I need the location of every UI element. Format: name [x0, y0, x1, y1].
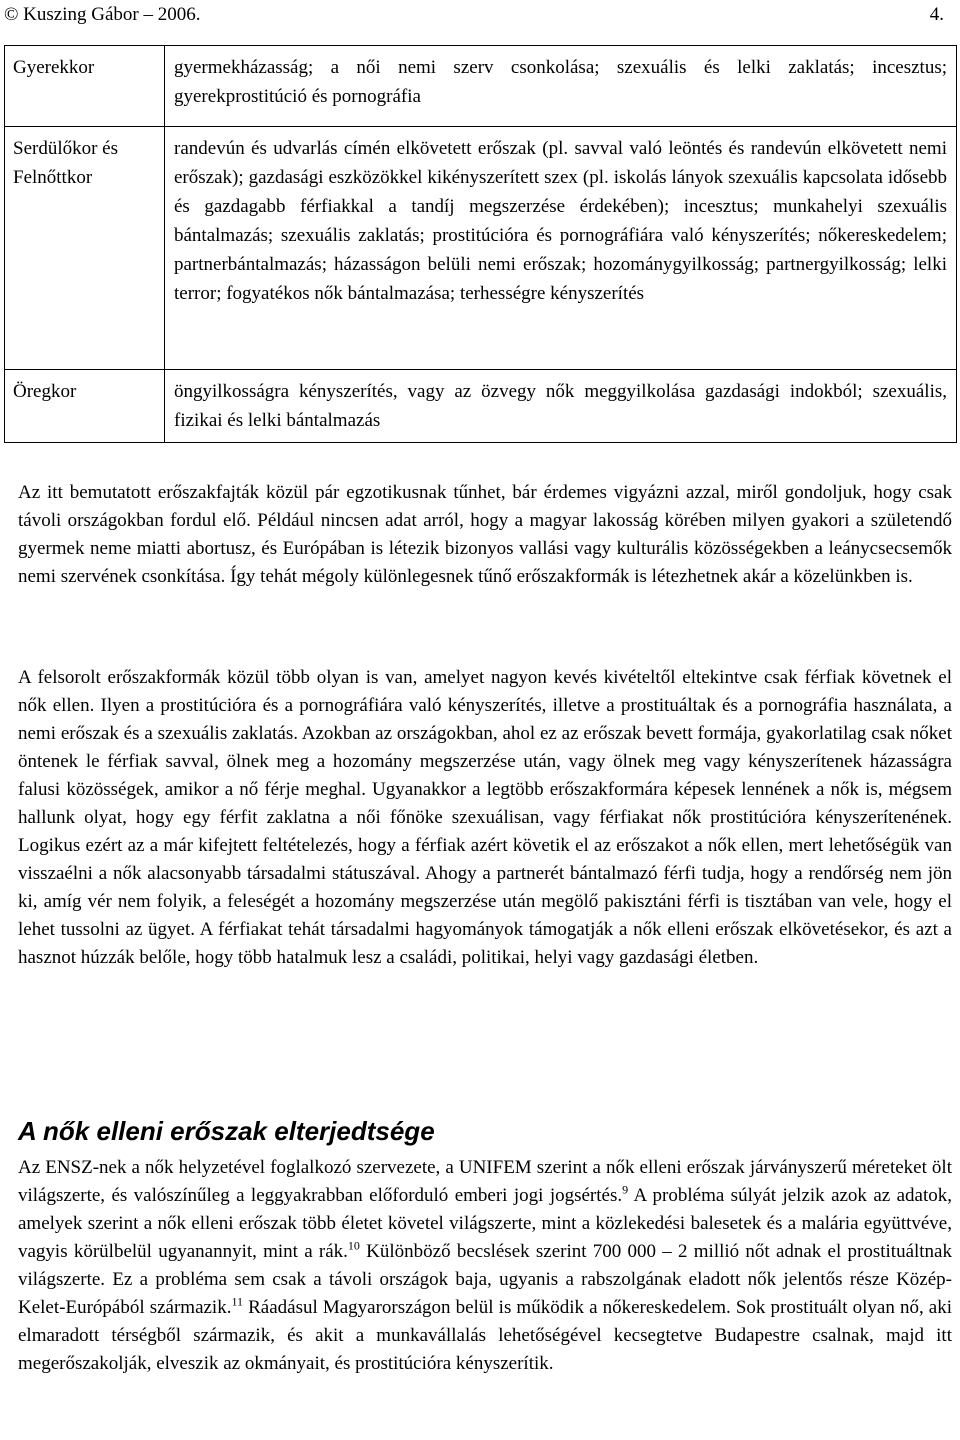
footnote-reference[interactable]: 10	[347, 1238, 360, 1253]
paragraph: Az itt bemutatott erőszakfajták közül pár egzotikusnak tűnhet, bár érdemes vigyázni azzal, miről gondoljuk, hogy csak távoli országokban fordul elő. Például nincsen adat arról, hogy a magyar lakosság körében milyen gyakori a születendő gyermek neme miatti abortusz, és Európában is létezik bizonyos vallási vagy kulturális közösségekben a leánycsecsemők nemi szervének csonkítása. Így tehát mégoly különlegesnek tűnő erőszakformák is létezhetnek akár a közelünkben is.	[18, 482, 952, 587]
table-row	[5, 370, 957, 443]
copyright-notice: © Kuszing Gábor – 2006.	[4, 4, 201, 25]
age-cell: Gyerekkor	[5, 46, 165, 127]
age-cell: Serdülőkor és Felnőttkor	[5, 127, 165, 370]
footnote-reference[interactable]: 11	[231, 1294, 244, 1309]
paragraph-text: Ráadásul Magyarországon belül is működik a nőkereskedelem. Sok prostituált olyan nő, aki elmaradott térségből származik, és akit a munkavállalás lehetőségével kecsegtetve Budapestre csalnak, majd itt megerőszakolják, elveszik az okmányait, és prostitúcióra kényszerítik.	[18, 1297, 952, 1374]
page-header	[4, 2, 944, 28]
table-row	[5, 46, 957, 127]
table-row	[5, 127, 957, 370]
description-cell: öngyilkosságra kényszerítés, vagy az özvegy nők meggyilkolása gazdasági indokból; szexuális, fizikai és lelki bántalmazás	[165, 370, 957, 443]
description-cell: randevún és udvarlás címén elkövetett erőszak (pl. savval való leöntés és randevún elkövetett nemi erőszak); gazdasági eszközökkel kikényszerített szex (pl. iskolás lányok szexuális kapcsolata idősebb és gazdagabb férfiakkal a tandíj megszerzése érdekében); incesztus; munkahelyi szexuális bántalmazás; szexuális zaklatás; prostitúcióra és pornográfiára való kényszerítés; nőkereskedelem; partnerbántalmazás; házasságon belüli nemi erőszak; hozománygyilkosság; partnergyilkosság; lelki terror; fogyatékos nők bántalmazása; terhességre kényszerítés	[165, 127, 957, 370]
age-violence-table	[4, 45, 957, 443]
paragraph: A felsorolt erőszakformák közül több olyan is van, amelyet nagyon kevés kivételtől eltekintve csak férfiak követnek el nők ellen. Ilyen a prostitúcióra és a pornográfiára való kényszerítés, illetve a prostituáltak és a pornográfia használata, a nemi erőszak és a szexuális zaklatás. Azokban az országokban, ahol ez az erőszak bevett formája, gyakorlatilag csak nőket öntenek le férfiak savval, ölnek meg a hozomány megszerzése után, vagy ölnek meg vagy kényszerítenek házasságra falusi közösségek, amikor a nő férje meghal. Ugyanakkor a legtöbb erőszakformára képesek lennének a nők is, mégsem hallunk olyat, hogy egy férfit zaklatna a női főnöke szexuálisan, vagy férfiakat nők prostitúcióra kényszerítenének. Logikus ezért az a már kifejtett feltételezés, hogy a férfiak azért követik el az erőszakot a nők ellen, mert lehetőségük van visszaélni a nők alacsonyabb társadalmi státuszával. Ahogy a partnerét bántalmazó férfi tudja, hogy a rendőrség nem jön ki, amíg vér nem folyik, a feleségét a hozomány megszerzése után megölő pakisztáni férfi is tisztában van vele, hogy el lehet tussolni az ügyet. A férfiakat tehát társadalmi hagyományok támogatják a nők elleni erőszak elkövetésekor, és azt a hasznot húzzák belőle, hogy több hatalmuk lesz a családi, politikai, helyi vagy gazdasági életben.	[18, 667, 952, 968]
page-number: 4.	[929, 4, 944, 25]
paragraph-text: Az ENSZ-nek a nők helyzetével foglalkozó szervezete, a UNIFEM szerint a nők elleni erőszak járványszerű méreteket ölt világszerte, és valószínűleg a leggyakrabban előforduló emberi jogi jogsértés.	[18, 1157, 952, 1206]
paragraph	[18, 1154, 952, 1378]
description-cell: gyermekházasság; a női nemi szerv csonkolása; szexuális és lelki zaklatás; incesztus; gyerekprostitúció és pornográfia	[165, 46, 957, 127]
paragraph-text: A probléma súlyát jelzik azok az adatok, amelyek szerint a nők elleni erőszak több életet követel világszerte, mint a közlekedési balesetek és a malária együttvéve, vagyis körülbelül ugyanannyit, mint a rák.	[18, 1185, 952, 1262]
paragraph-text: Különböző becslések szerint 700 000 – 2 millió nőt adnak el prostituáltnak világszerte. Ez a probléma sem csak a távoli országok baja, ugyanis a rabszolgának eladott nők jelentős része Közép-Kelet-Európából származik.	[18, 1241, 952, 1318]
footnote-reference[interactable]: 9	[622, 1182, 629, 1197]
section-heading: A nők elleni erőszak elterjedtsége	[18, 1116, 435, 1146]
age-cell: Öregkor	[5, 370, 165, 443]
